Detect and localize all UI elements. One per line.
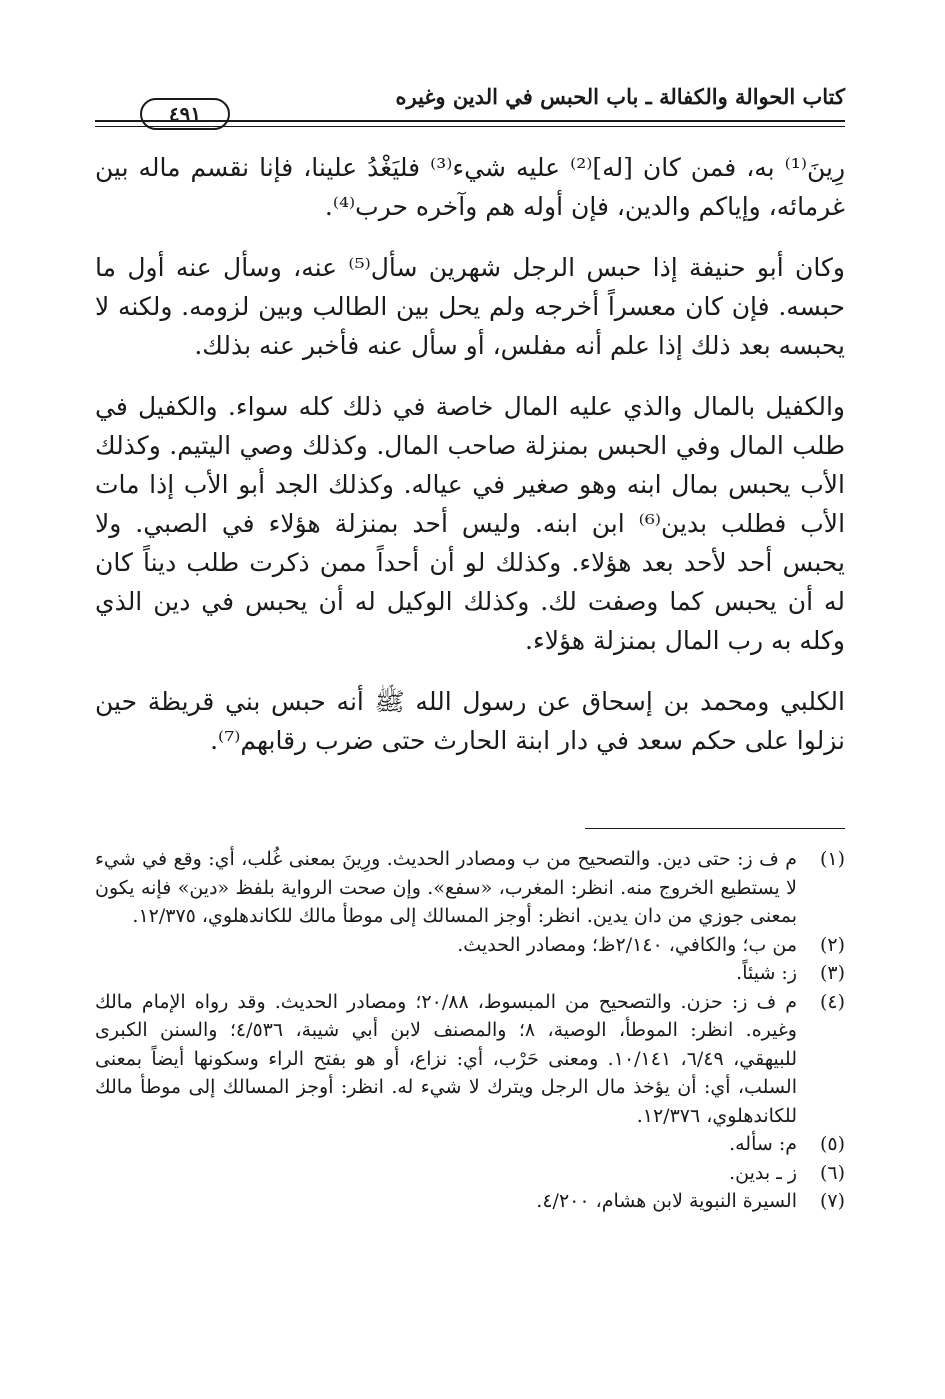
footnotes (95, 845, 845, 1216)
footnote (95, 1159, 845, 1188)
paragraph: الكلبي ومحمد بن إسحاق عن رسول الله ﷺ أنه حبس بني قريظة حين نزلوا على حكم سعد في دار ابنة الحارث حتى ضرب رقابهم⁽⁷⁾. (95, 687, 845, 755)
footnote-number: (٥) (819, 1133, 845, 1155)
footnote-number: (٣) (819, 962, 845, 984)
paragraph: وكان أبو حنيفة إذا حبس الرجل شهرين سأل⁽⁵⁾ عنه، وسأل عنه أول ما حبسه. فإن كان معسراً أخرجه ولم يحل بين الطالب وبين لزومه. ولكنه لا يحبسه بعد ذلك إذا علم أنه مفلس، أو سأل عنه فأخبر عنه بذلك. (95, 253, 845, 360)
footnote-separator (585, 828, 845, 829)
main-text (95, 148, 845, 782)
footnote-number: (٤) (819, 990, 845, 1013)
header-rule (95, 120, 845, 122)
footnote-text: م ف ز: حتى دين. والتصحيح من ب ومصادر الحديث. ورِينَ بمعنى غُلب، أي: وقع في شيء لا يستطيع الخروج منه. انظر: المغرب، «سفع». وإن صحت الرواية بلفظ «دين» فإنه يكون بمعنى جوزي من دان يدين. انظر: أوجز المسالك إلى موطأ مالك للكاندهلوي، ١٢/٣٧٥. (95, 848, 797, 927)
paragraph: والكفيل بالمال والذي عليه المال خاصة في ذلك كله سواء. والكفيل في طلب المال وفي الحبس بمنزلة صاحب المال. وكذلك وصي اليتيم. وكذلك الأب يحبس بمال ابنه وهو صغير في عياله. وكذلك الجد أبو الأب إذا مات الأب فطلب بدين⁽⁶⁾ ابن ابنه. وليس أحد بمنزلة هؤلاء في الصبي. ولا يحبس أحد لأحد بعد هؤلاء. وكذلك لو أن أحداً ممن ذكرت طلب ديناً كان له أن يحبس كما وصفت لك. وكذلك الوكيل له أن يحبس في دين الذي وكله به رب المال بمنزلة هؤلاء. (95, 392, 846, 655)
footnote (95, 931, 845, 960)
footnote-number: (٢) (819, 933, 845, 956)
footnote-number: (٧) (819, 1190, 845, 1212)
footnote (95, 959, 845, 988)
footnote (95, 1187, 845, 1216)
paragraph: رِينَ⁽¹⁾ به، فمن كان [له]⁽²⁾ عليه شيء⁽³⁾ فليَغْدُ علينا، فإنا نقسم ماله بين غرمائه، وإياكم والدين، فإن أوله هم وآخره حرب⁽⁴⁾. (95, 153, 846, 221)
running-title: كتاب الحوالة والكفالة ـ باب الحبس في الدين وغيره (395, 84, 845, 109)
footnote-text: ز ـ بدين. (729, 1161, 797, 1184)
footnote-text: من ب؛ والكافي، ٢/١٤٠ظ؛ ومصادر الحديث. (457, 933, 797, 956)
footnote (95, 845, 845, 931)
footnote-text: م ف ز: حزن. والتصحيح من المبسوط، ٢٠/٨٨؛ ومصادر الحديث. وقد رواه الإمام مالك وغيره. انظر: الموطأ، الوصية، ٨؛ والمصنف لابن أبي شيبة، ٤/٥٣٦؛ والسنن الكبرى للبيهقي، ٦/٤٩، ١٠/١٤١. ومعنى حَرْب، أي: نزاع، أو هو بفتح الراء وسكونها أيضاً بمعنى السلب، أي: أن يؤخذ مال الرجل ويترك لا شيء له. انظر: أوجز المسالك إلى موطأ مالك للكاندهلوي، ١٢/٣٧٦. (95, 990, 798, 1127)
footnote (95, 988, 845, 1131)
header-rule-thin (95, 126, 845, 127)
footnote (95, 1130, 845, 1159)
footnote-text: السيرة النبوية لابن هشام، ٤/٢٠٠. (536, 1190, 797, 1212)
page-number: ٤٩١ (140, 98, 230, 130)
footnote-number: (١) (819, 848, 845, 870)
footnote-text: م: سأله. (729, 1133, 797, 1155)
footnote-number: (٦) (819, 1161, 845, 1184)
footnote-text: ز: شيئاً. (736, 962, 797, 984)
